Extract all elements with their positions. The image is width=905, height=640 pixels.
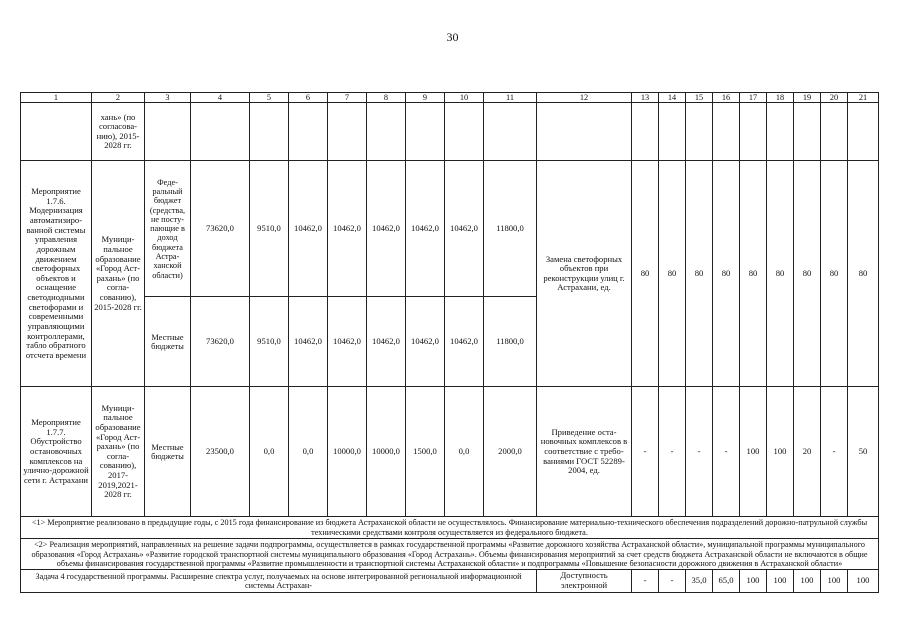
target-cell: 80 <box>686 161 713 387</box>
table-row <box>21 517 879 539</box>
column-number: 14 <box>659 93 686 103</box>
executor-cell: Муниципальное образование «Город Астрахань» (по согласованию), 2017-2019,2021-2028 гг. <box>92 387 145 517</box>
target-cell: 100 <box>848 570 879 592</box>
target-cell: - <box>632 387 659 517</box>
indicator-cell: Приведение остановочных комплексов в соответствие с требованиями ГОСТ 52289-2004, ед. <box>537 387 632 517</box>
column-number: 9 <box>406 93 445 103</box>
value-cell: 10462,0 <box>367 161 406 297</box>
column-number: 20 <box>821 93 848 103</box>
target-cell: - <box>632 570 659 592</box>
table-row <box>21 103 879 161</box>
target-cell: 80 <box>740 161 767 387</box>
value-cell: 0,0 <box>289 387 328 517</box>
column-number: 15 <box>686 93 713 103</box>
value-cell: 10000,0 <box>328 387 367 517</box>
target-cell: - <box>659 570 686 592</box>
indicator-cell: Доступность электронной <box>537 570 632 592</box>
column-number: 4 <box>191 93 250 103</box>
target-cell: 80 <box>632 161 659 387</box>
target-cell: 100 <box>740 570 767 592</box>
column-number: 10 <box>445 93 484 103</box>
value-cell: 2000,0 <box>484 387 537 517</box>
value-cell: 23500,0 <box>191 387 250 517</box>
target-cell: 65,0 <box>713 570 740 592</box>
target-cell: - <box>821 387 848 517</box>
page-number: 30 <box>446 30 459 44</box>
value-cell: 10462,0 <box>289 161 328 297</box>
value-cell: 73620,0 <box>191 297 250 387</box>
value-cell: 1500,0 <box>406 387 445 517</box>
value-cell: 10462,0 <box>328 297 367 387</box>
footnote-1: <1> Мероприятие реализовано в предыдущие годы, с 2015 года финансирование из бюджета Астраханской области не осуществлялось. Финансирование материально-технического обеспечения подразделений дорожно-патрульной службы техническими средствами контроля осуществляется из федерального бюджета. <box>21 517 879 539</box>
column-number: 17 <box>740 93 767 103</box>
column-number-row <box>21 93 879 103</box>
column-number: 11 <box>484 93 537 103</box>
value-cell: 9510,0 <box>250 297 289 387</box>
funding-source: Федеральный бюджет (средства, не поступающие в доход бюджета Астраханской области) <box>145 161 191 297</box>
column-number: 8 <box>367 93 406 103</box>
target-cell: 80 <box>794 161 821 387</box>
target-cell: 80 <box>848 161 879 387</box>
footnote-2: <2> Реализация мероприятий, направленных на решение задачи подпрограммы, осуществляется в рамках государственной программы «Развитие дорожного хозяйства Астраханской области», муниципальной программы муниципального образования «Город Астрахань» «Развитие городской транспортной системы муниципального образования «Город Астрахань». Объемы финансирования мероприятий за счет средств бюджета Астраханской области не включаются в общие объемы финансирования государственной программы «Развитие промышленности и транспортной системы Астраханской области» и подпрограммы «Повышение безопасности дорожного движения в Астраханской области» <box>21 539 879 570</box>
table-row <box>21 161 879 297</box>
program-table <box>20 92 879 593</box>
target-cell: 100 <box>767 387 794 517</box>
column-number: 12 <box>537 93 632 103</box>
target-cell: 80 <box>821 161 848 387</box>
task-4-text: Задача 4 государственной программы. Расширение спектра услуг, получаемых на основе интегрированной региональной информационной системы Астрахан- <box>21 570 537 592</box>
column-number: 1 <box>21 93 92 103</box>
value-cell: 10462,0 <box>406 297 445 387</box>
value-cell: 10462,0 <box>328 161 367 297</box>
executor-cell: хань» (по согласованию), 2015-2028 гг. <box>92 103 145 161</box>
executor-cell: Муниципальное образование «Город Астрахань» (по согласованию), 2015-2028 гг. <box>92 161 145 387</box>
value-cell: 11800,0 <box>484 161 537 297</box>
value-cell: 10462,0 <box>406 161 445 297</box>
value-cell: 0,0 <box>250 387 289 517</box>
value-cell: 10462,0 <box>289 297 328 387</box>
column-number: 3 <box>145 93 191 103</box>
value-cell: 9510,0 <box>250 161 289 297</box>
column-number: 19 <box>794 93 821 103</box>
target-cell: - <box>713 387 740 517</box>
column-number: 6 <box>289 93 328 103</box>
table-row <box>21 539 879 570</box>
table-row <box>21 570 879 592</box>
target-cell: - <box>686 387 713 517</box>
funding-source: Местные бюджеты <box>145 297 191 387</box>
indicator-cell: Замена светофорных объектов при реконструкции улиц г. Астрахани, ед. <box>537 161 632 387</box>
column-number: 2 <box>92 93 145 103</box>
column-number: 16 <box>713 93 740 103</box>
value-cell: 10462,0 <box>445 297 484 387</box>
target-cell: 50 <box>848 387 879 517</box>
activity-title: Мероприятие 1.7.6. Модернизация автоматизированной системы управления дорожным движением светофорных объектов и оснащение светодиодными светофорами и современными управляющими контроллерами, табло обратного отсчета времени <box>21 161 92 387</box>
target-cell: 100 <box>821 570 848 592</box>
column-number: 18 <box>767 93 794 103</box>
target-cell: 80 <box>713 161 740 387</box>
value-cell: 10000,0 <box>367 387 406 517</box>
value-cell: 73620,0 <box>191 161 250 297</box>
target-cell: 100 <box>767 570 794 592</box>
target-cell: 80 <box>767 161 794 387</box>
target-cell: 100 <box>740 387 767 517</box>
value-cell: 10462,0 <box>367 297 406 387</box>
funding-source: Местные бюджеты <box>145 387 191 517</box>
target-cell: 80 <box>659 161 686 387</box>
column-number: 21 <box>848 93 879 103</box>
column-number: 13 <box>632 93 659 103</box>
target-cell: 20 <box>794 387 821 517</box>
table-row <box>21 387 879 517</box>
column-number: 7 <box>328 93 367 103</box>
target-cell: 100 <box>794 570 821 592</box>
target-cell: - <box>659 387 686 517</box>
activity-title: Мероприятие 1.7.7. Обустройство остановочных комплексов на улично-дорожной сети г. Астрахани <box>21 387 92 517</box>
value-cell: 11800,0 <box>484 297 537 387</box>
column-number: 5 <box>250 93 289 103</box>
target-cell: 35,0 <box>686 570 713 592</box>
value-cell: 10462,0 <box>445 161 484 297</box>
value-cell: 0,0 <box>445 387 484 517</box>
